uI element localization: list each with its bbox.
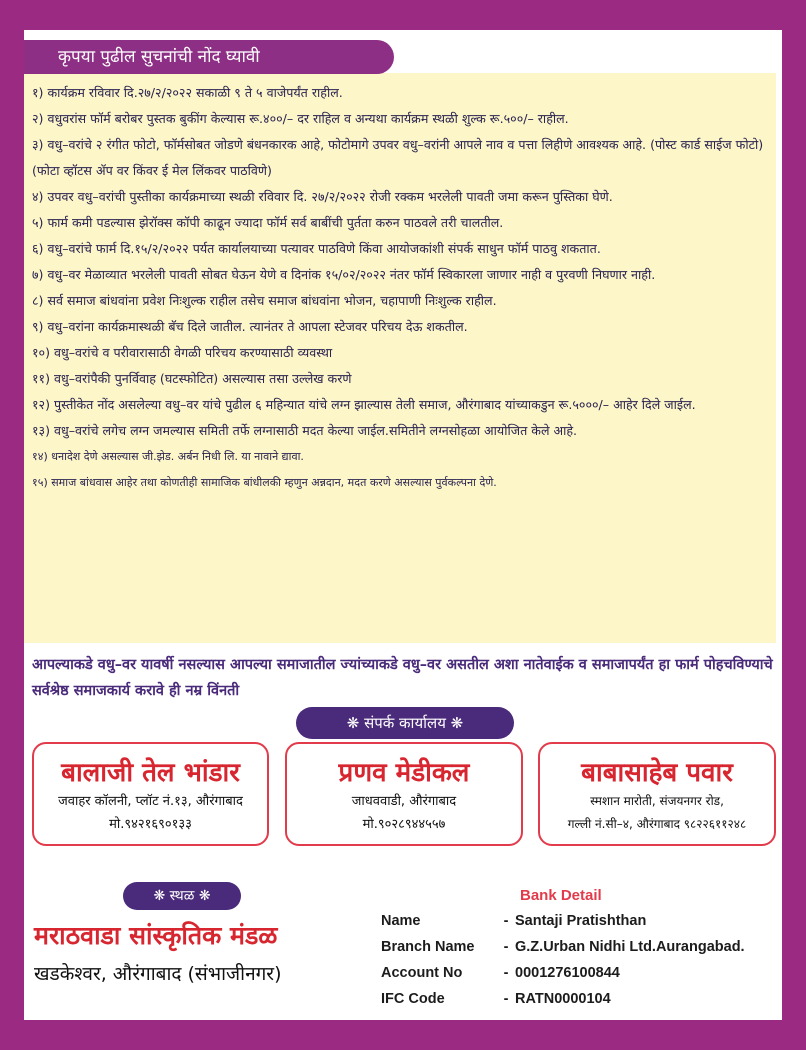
venue-name: मराठवाडा सांस्कृतिक मंडळ bbox=[34, 921, 278, 950]
bank-label: IFC Code bbox=[381, 991, 445, 1007]
notice-item: ९) वधु–वरांना कार्यक्रमास्थळी बॅच दिले जातील. त्यानंतर ते आपला स्टेजवर परिचय देऊ शकतील. bbox=[32, 319, 468, 334]
contact-card-babasaheb bbox=[538, 742, 776, 846]
bank-separator: - bbox=[503, 965, 509, 981]
bank-value: Santaji Pratishthan bbox=[515, 913, 647, 929]
notice-list bbox=[32, 80, 772, 496]
contact-card-phone: मो.९४२१६९०१३३ bbox=[109, 817, 192, 832]
notice-item: ३) वधु–वरांचे २ रंगीत फोटो, फॉर्मसोबत जोडणे बंधनकारक आहे, फोटोमागे उपवर वधु–वरांनी आपले नाव व पत्ता लिहीणे आवश्यक आहे. (पोस्ट कार्ड साईज फोटो) (फोटा व्हॉटस ॲप वर किंवर ई मेल लिंकवर पाठविणे) bbox=[32, 137, 764, 178]
notice-item: ६) वधु–वरांचे फार्म दि.१५/२/२०२२ पर्यत कार्यालयाच्या पत्यावर पाठविणे किंवा आयोजकांशी संपर्क साधुन फॉर्म पाठवु शकतात. bbox=[32, 241, 601, 256]
bank-row bbox=[381, 934, 745, 960]
notice-item: १३) वधु–वरांचे लगेच लग्न जमल्यास समिती तर्फे लग्नासाठी मदत केल्या जाईल.समितीने लग्नसोहळा आयोजित केले आहे. bbox=[32, 423, 578, 438]
bank-value: G.Z.Urban Nidhi Ltd.Aurangabad. bbox=[515, 939, 745, 955]
contact-card-name: बालाजी तेल भांडार bbox=[61, 758, 240, 788]
contact-card-address: जाधववाडी, औरंगाबाद bbox=[351, 794, 457, 809]
bank-value: 0001276100844 bbox=[515, 965, 620, 981]
notice-item: १५) समाज बांधवास आहेर तथा कोणतीही सामाजिक बांधीलकी म्हणुन अन्नदान, मदत करणे असल्यास पुर्वकल्पना देणे. bbox=[32, 476, 497, 489]
notice-item: १४) धनादेश देणे असल्यास जी.झेड. अर्बन निधी लि. या नावाने द्यावा. bbox=[32, 450, 304, 463]
bank-label: Branch Name bbox=[381, 939, 475, 955]
notice-item: ४) उपवर वधु–वरांची पुस्तीका कार्यक्रमाच्या स्थळी रविवार दि. २७/२/२०२२ रोजी रक्कम भरलेली पावती जमा करून पुस्तिका घेणे. bbox=[32, 189, 613, 204]
bank-label: Name bbox=[381, 913, 421, 929]
notice-item: ११) वधु–वरांपैकी पुनर्विवाह (घटस्फोटित) असल्यास तसा उल्लेख करणे bbox=[32, 371, 352, 386]
venue-address: खडकेश्वर, औरंगाबाद (संभाजीनगर) bbox=[34, 963, 282, 985]
bank-row bbox=[381, 908, 745, 934]
bank-separator: - bbox=[503, 991, 509, 1007]
contact-card-phone: मो.९०२८९४४५५७ bbox=[362, 817, 446, 832]
contact-card-name: बाबासाहेब पवार bbox=[581, 758, 733, 788]
bank-separator: - bbox=[503, 939, 509, 955]
bank-value: RATN0000104 bbox=[515, 991, 611, 1007]
appeal-text: आपल्याकडे वधु–वर यावर्षी नसल्यास आपल्या समाजातील ज्यांच्याकडे वधु–वर असतील अशा नातेवाईक व समाजापर्यंत हा फार्म पोहचविण्याचे सर्वश्रेष्ठ समाजकार्य करावे ही नम्र विंनती bbox=[32, 657, 773, 699]
contact-card-pranav bbox=[285, 742, 523, 846]
notice-item: ५) फार्म कमी पडल्यास झेरॉक्स कॉपी काढून ज्यादा फॉर्म सर्व बाबींची पुर्तता करुन पाठवले तरी चालतील. bbox=[32, 215, 504, 230]
bank-row bbox=[381, 986, 745, 1012]
notice-item: २) वधुवरांस फॉर्म बरोबर पुस्तक बुकींग केल्यास रू.४००/– दर राहिल व अन्यथा कार्यक्रम स्थळी शुल्क रू.५००/– राहील. bbox=[32, 111, 569, 126]
notice-item: १) कार्यक्रम रविवार दि.२७/२/२०२२ सकाळी ९ ते ५ वाजेपर्यंत राहील. bbox=[32, 85, 343, 100]
contact-card-phone: गल्ली नं.सी–४, औरंगाबाद ९८२२६११२४८ bbox=[567, 817, 747, 831]
contact-card-balaji bbox=[32, 742, 269, 846]
notice-item: १२) पुस्तीकेत नोंद असलेल्या वधु–वर यांचे पुढील ६ महिन्यात यांचे लग्न झाल्यास तेली समाज, औरंगाबाद यांच्याकडुन रू.५०००/– आहेर दिले जाईल. bbox=[32, 397, 696, 412]
notice-item: १०) वधु–वरांचे व परीवारासाठी वेगळी परिचय करण्यासाठी व्यवस्था bbox=[32, 345, 333, 360]
contact-card-address: जवाहर कॉलनी, प्लॉट नं.१३, औरंगाबाद bbox=[58, 794, 243, 809]
bank-details-table bbox=[381, 908, 745, 1012]
contact-card-name: प्रणव मेडीकल bbox=[338, 758, 470, 788]
bank-separator: - bbox=[503, 913, 509, 929]
bank-label: Account No bbox=[381, 965, 463, 981]
contact-card-address: स्मशान मारोती, संजयनगर रोड, bbox=[590, 794, 724, 808]
bank-row bbox=[381, 960, 745, 986]
notice-title: कृपया पुढील सुचनांची नोंद घ्यावी bbox=[24, 40, 394, 74]
notice-item: ८) सर्व समाज बांधवांना प्रवेश निःशुल्क राहील तसेच समाज बांधवांना भोजन, चहापाणी निःशुल्क राहील. bbox=[32, 293, 497, 308]
bank-heading: Bank Detail bbox=[520, 887, 602, 904]
contact-office-heading: ❋ संपर्क कार्यालय ❋ bbox=[296, 707, 514, 739]
venue-heading: ❋ स्थळ ❋ bbox=[123, 882, 241, 910]
notice-item: ७) वधु–वर मेळाव्यात भरलेली पावती सोबत घेऊन येणे व दिनांक १५/०२/२०२२ नंतर फॉर्म स्विकारला जाणार नाही व पुरवणी निघणार नाही. bbox=[32, 267, 656, 282]
